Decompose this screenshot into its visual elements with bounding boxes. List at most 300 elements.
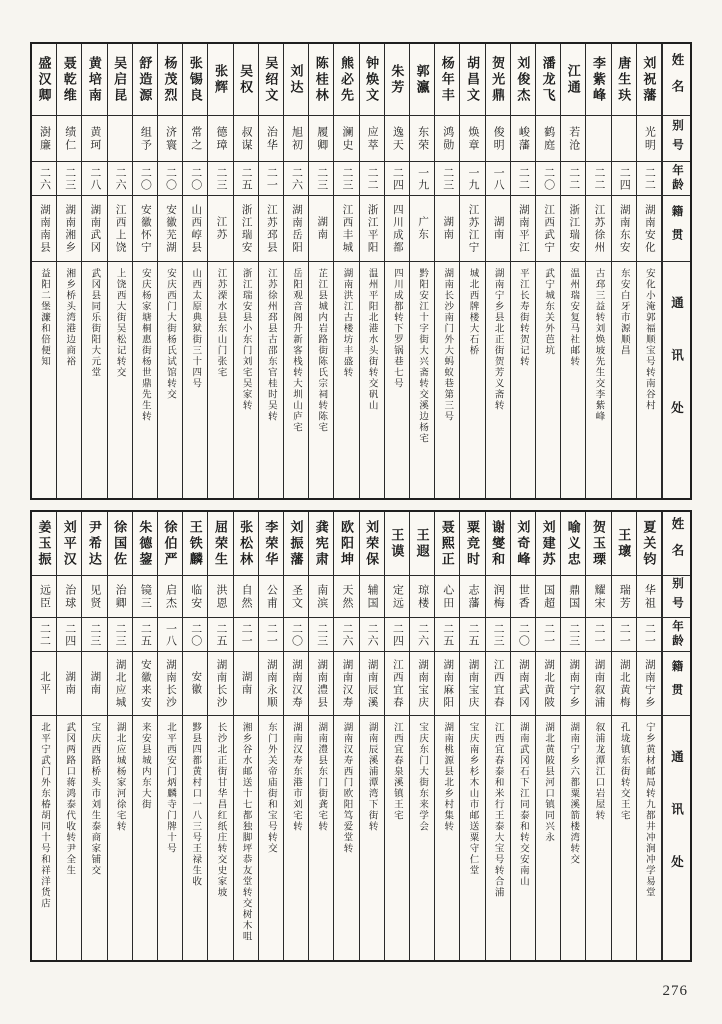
native-cell [133,196,157,262]
address-text: 宝庆南乡杉木山市邮送粟守仁堂 [467,722,478,876]
alias-text: 琼楼 [416,583,429,610]
name-cell [486,44,510,116]
native-cell [435,196,459,262]
alias-cell [108,576,132,618]
address-cell [133,716,157,960]
person-column [208,44,233,498]
name-text: 刘达 [288,63,304,96]
name-cell [637,512,661,576]
alias-cell [637,116,661,162]
age-cell [460,162,484,196]
address-text: 武宁城东关外芭坑 [543,268,554,356]
native-cell [561,652,585,716]
address-cell [612,262,636,498]
address-cell [158,262,182,498]
native-text: 湖南宁乡 [643,658,655,709]
native-cell [57,196,81,262]
alias-text: 若沧 [567,125,580,152]
alias-cell [108,116,132,162]
age-cell [561,618,585,652]
address-text: 叙浦龙潭江口岩屋转 [593,722,604,821]
alias-cell [435,576,459,618]
native-text: 湖南南县 [39,203,51,254]
person-column [460,512,485,960]
alias-cell [158,116,182,162]
person-column [612,512,637,960]
address-cell [637,716,661,960]
name-text: 聂乾维 [61,55,77,104]
name-cell [360,44,384,116]
name-text: 刘建苏 [540,519,556,568]
alias-text: 治卿 [114,583,127,610]
age-cell [586,162,610,196]
name-cell [82,512,106,576]
age-text: 二五 [466,622,479,647]
name-text: 夏关钧 [641,519,657,568]
age-text: 二三 [63,166,76,191]
native-text: 湖南宝庆 [467,658,479,709]
native-text: 北平 [39,671,51,696]
alias-text: 光明 [643,125,656,152]
alias-text: 鸿勋 [441,125,454,152]
name-cell [32,44,56,116]
address-text: 孔垅镇东街转交王宅 [618,722,629,821]
native-cell [637,652,661,716]
person-column [435,512,460,960]
address-cell [309,262,333,498]
address-cell [32,716,56,960]
name-cell [561,44,585,116]
alias-cell [385,576,409,618]
native-cell [536,652,560,716]
native-cell [586,652,610,716]
native-text: 湖北黄梅 [618,658,630,709]
age-text: 二四 [391,622,404,647]
address-text: 江西宜春泉溪镇王宅 [391,722,402,821]
person-column [57,44,82,498]
age-text: 一九 [416,166,429,191]
native-text: 湖南安化 [643,203,655,254]
name-text: 郭瀛 [414,63,430,96]
alias-cell [536,576,560,618]
alias-text: 耀宋 [592,583,605,610]
age-cell [435,618,459,652]
person-column [360,512,385,960]
address-cell [234,262,258,498]
address-cell [108,716,132,960]
alias-cell [183,116,207,162]
address-text: 湖南宁乡六都粟溪箭楼湾转交 [568,722,579,865]
alias-text: 履卿 [315,125,328,152]
name-text: 李荣华 [263,519,279,568]
name-text: 吴权 [238,63,254,96]
address-cell [82,716,106,960]
name-cell [460,44,484,116]
age-text: 二〇 [189,166,202,191]
alias-text: 启杰 [164,583,177,610]
name-cell [309,44,333,116]
person-column [561,512,586,960]
address-text: 芷江县城内岩路街陈氏宗祠转陈宅 [316,268,327,433]
native-cell [334,652,358,716]
age-text: 二三 [315,166,328,191]
person-column [309,512,334,960]
name-text: 贺玉瑮 [590,519,606,568]
age-cell [586,618,610,652]
age-text: 二五 [214,622,227,647]
alias-text: 焕章 [466,125,479,152]
alias-cell [334,576,358,618]
address-text: 江苏徐州邳县古邵东官桂时吴转 [265,268,276,422]
address-cell [360,262,384,498]
age-text: 二六 [114,166,127,191]
alias-text: 远臣 [38,583,51,610]
age-text: 二八 [88,166,101,191]
header-address-cell [663,716,690,960]
alias-cell [284,576,308,618]
native-text: 湖南汉寿 [341,658,353,709]
name-cell [133,44,157,116]
age-text: 二三 [340,166,353,191]
age-cell [158,618,182,652]
header-address-label: 通讯处 [669,296,684,454]
person-column [32,44,57,498]
person-column [284,512,309,960]
person-column [234,512,259,960]
age-text: 二六 [340,622,353,647]
age-text: 二一 [265,166,278,191]
native-text: 湖南岳阳 [291,203,303,254]
alias-text: 镜三 [139,583,152,610]
name-text: 吴启昆 [112,55,128,104]
name-text: 刘平汉 [61,519,77,568]
native-cell [309,196,333,262]
person-column [486,44,511,498]
header-age-label: 年龄 [671,620,683,649]
native-cell [309,652,333,716]
age-text: 二五 [441,622,454,647]
name-text: 陈桂林 [313,55,329,104]
alias-text: 圣文 [290,583,303,610]
native-text: 湖南 [492,216,504,241]
age-cell [612,162,636,196]
alias-text: 公甫 [265,583,278,610]
age-text: 二二 [517,166,530,191]
address-cell [561,716,585,960]
address-cell [108,262,132,498]
name-text: 刘祝藩 [641,55,657,104]
address-text: 湖南武冈石下江同泰和转交安南山 [517,722,528,887]
name-text: 张锡良 [187,55,203,104]
alias-text: 绩仁 [63,125,76,152]
address-cell [612,716,636,960]
native-cell [511,196,535,262]
alias-cell [637,576,661,618]
age-cell [57,162,81,196]
alias-cell [309,116,333,162]
age-cell [284,618,308,652]
name-cell [385,512,409,576]
address-cell [32,262,56,498]
age-cell [82,618,106,652]
name-cell [57,512,81,576]
native-cell [586,196,610,262]
header-age-label: 年龄 [671,164,683,193]
person-column [108,44,133,498]
native-text: 江苏徐州 [593,203,605,254]
name-cell [637,44,661,116]
native-text: 湖南 [89,671,101,696]
header-name-cell [663,512,690,576]
name-cell [208,44,232,116]
address-cell [385,262,409,498]
person-column [208,512,233,960]
name-text: 王瓌 [616,527,632,560]
native-cell [284,652,308,716]
address-text: 江苏溧水县东山门张宅 [215,268,226,378]
address-cell [460,262,484,498]
header-alias-cell [663,576,690,618]
native-cell [234,196,258,262]
alias-text: 叔谋 [240,125,253,152]
age-text: 二二 [366,166,379,191]
age-cell [309,618,333,652]
address-cell [334,716,358,960]
native-cell [208,652,232,716]
person-column [612,44,637,498]
age-text: 二一 [618,622,631,647]
header-column-top [662,44,690,498]
age-text: 二三 [567,622,580,647]
age-text: 二一 [542,622,555,647]
native-text: 江西宜春 [391,658,403,709]
native-text: 湖南长沙 [215,658,227,709]
header-column-bottom [662,512,690,960]
native-text: 湖南永顺 [265,658,277,709]
native-cell [259,196,283,262]
native-text: 江苏江宁 [467,203,479,254]
name-cell [511,44,535,116]
age-text: 二三 [214,166,227,191]
name-cell [410,512,434,576]
age-cell [183,618,207,652]
age-cell [234,162,258,196]
alias-cell [536,116,560,162]
address-text: 益阳二堡濂和倍便知 [39,268,50,367]
name-cell [208,512,232,576]
address-text: 湖南汉寿东港市刘宅转 [291,722,302,832]
age-cell [486,162,510,196]
alias-cell [133,576,157,618]
age-text: 二三 [315,622,328,647]
address-text: 湖南洪江古楼坊丰盛转 [341,268,352,378]
native-cell [82,652,106,716]
alias-text: 瑞芳 [618,583,631,610]
age-text: 二〇 [290,622,303,647]
page-number: 276 [662,983,688,999]
age-text: 二二 [567,166,580,191]
native-text: 湖南 [442,216,454,241]
address-cell [486,262,510,498]
address-text: 安庆西门大街杨氏试馆转交 [165,268,176,400]
age-text: 二五 [240,166,253,191]
age-text: 二〇 [517,622,530,647]
native-text: 安徽 [190,671,202,696]
age-cell [82,162,106,196]
person-column [259,512,284,960]
person-column [637,44,662,498]
alias-cell [32,116,56,162]
name-cell [259,512,283,576]
alias-cell [133,116,157,162]
person-column [536,44,561,498]
address-cell [259,716,283,960]
alias-cell [309,576,333,618]
native-text: 湖南武冈 [89,203,101,254]
alias-cell [183,576,207,618]
person-column [385,44,410,498]
person-column [511,44,536,498]
name-text: 喻义忠 [565,519,581,568]
name-cell [57,44,81,116]
native-cell [183,652,207,716]
age-text: 二三 [88,622,101,647]
native-text: 湖南汉寿 [291,658,303,709]
address-text: 浙江瑞安县小东门刘宅吴家转 [240,268,251,411]
person-column [360,44,385,498]
name-cell [486,512,510,576]
age-text: 二六 [416,622,429,647]
native-text: 湖南平江 [517,203,529,254]
alias-cell [586,116,610,162]
name-cell [536,512,560,576]
name-text: 杨茂烈 [162,55,178,104]
native-cell [637,196,661,262]
age-cell [234,618,258,652]
name-text: 刘奇峰 [515,519,531,568]
age-text: 二四 [63,622,76,647]
alias-cell [234,116,258,162]
native-cell [460,196,484,262]
age-cell [108,618,132,652]
alias-text: 旭初 [290,125,303,152]
address-cell [511,716,535,960]
address-cell [234,716,258,960]
address-text: 江西宜春泰和米行王泰大宝号转合浦 [492,722,503,898]
age-cell [334,618,358,652]
person-column [284,44,309,498]
alias-text: 治球 [63,583,76,610]
native-text: 湖南 [240,671,252,696]
age-text: 二〇 [139,166,152,191]
name-cell [612,512,636,576]
native-text: 湖南 [316,216,328,241]
alias-cell [612,576,636,618]
name-cell [82,44,106,116]
person-column [410,44,435,498]
native-cell [57,652,81,716]
alias-text: 应萃 [366,125,379,152]
native-text: 湖南湘乡 [64,203,76,254]
header-age-cell [663,162,690,196]
age-text: 二六 [38,166,51,191]
address-text: 长沙北正街甘华昌红纸庄转交史家坡 [215,722,226,898]
address-cell [57,716,81,960]
native-cell [108,196,132,262]
native-text: 安徽来安 [139,658,151,709]
alias-text: 国超 [542,583,555,610]
name-text: 尹希达 [86,519,102,568]
name-cell [158,512,182,576]
native-text: 湖南 [64,671,76,696]
address-text: 东安白牙市源顺昌 [618,268,629,356]
header-native-cell [663,652,690,716]
address-cell [637,262,661,498]
name-cell [158,44,182,116]
age-cell [259,162,283,196]
address-text: 北平宁武门外东椿胡同十号和祥洋货店 [39,722,50,909]
name-text: 王遐 [414,527,430,560]
name-text: 刘俊杰 [515,55,531,104]
person-column [183,44,208,498]
person-column [561,44,586,498]
age-text: 二一 [592,622,605,647]
person-column [586,44,611,498]
native-cell [511,652,535,716]
address-text: 武冈两路口蒋鸿泰代收转尹全生 [64,722,75,876]
age-cell [158,162,182,196]
name-text: 龚宪肃 [313,519,329,568]
name-cell [360,512,384,576]
native-text: 湖南武冈 [517,658,529,709]
header-alias-label: 别号 [671,577,683,616]
age-text: 二三 [492,622,505,647]
header-native-label: 籍贯 [670,205,683,252]
alias-text: 天然 [340,583,353,610]
address-cell [158,716,182,960]
address-cell [410,716,434,960]
name-text: 江通 [565,63,581,96]
native-cell [360,196,384,262]
age-cell [108,162,132,196]
native-cell [32,196,56,262]
native-cell [486,196,510,262]
address-cell [360,716,384,960]
name-text: 钟焕文 [364,55,380,104]
address-cell [82,262,106,498]
name-text: 王铁麟 [187,519,203,568]
alias-cell [57,116,81,162]
name-text: 贺光鼎 [490,55,506,104]
age-cell [385,162,409,196]
native-text: 湖南长沙 [165,658,177,709]
alias-text: 辅国 [366,583,379,610]
native-cell [612,196,636,262]
name-text: 舒造源 [137,55,153,104]
header-name-label: 姓名 [670,53,684,106]
alias-cell [586,576,610,618]
age-cell [360,162,384,196]
name-cell [612,44,636,116]
native-cell [108,652,132,716]
age-cell [334,162,358,196]
address-cell [208,716,232,960]
name-cell [410,44,434,116]
address-text: 东门外关帝庙街和宝号转交 [265,722,276,854]
alias-cell [561,576,585,618]
address-cell [183,262,207,498]
age-text: 二五 [139,622,152,647]
